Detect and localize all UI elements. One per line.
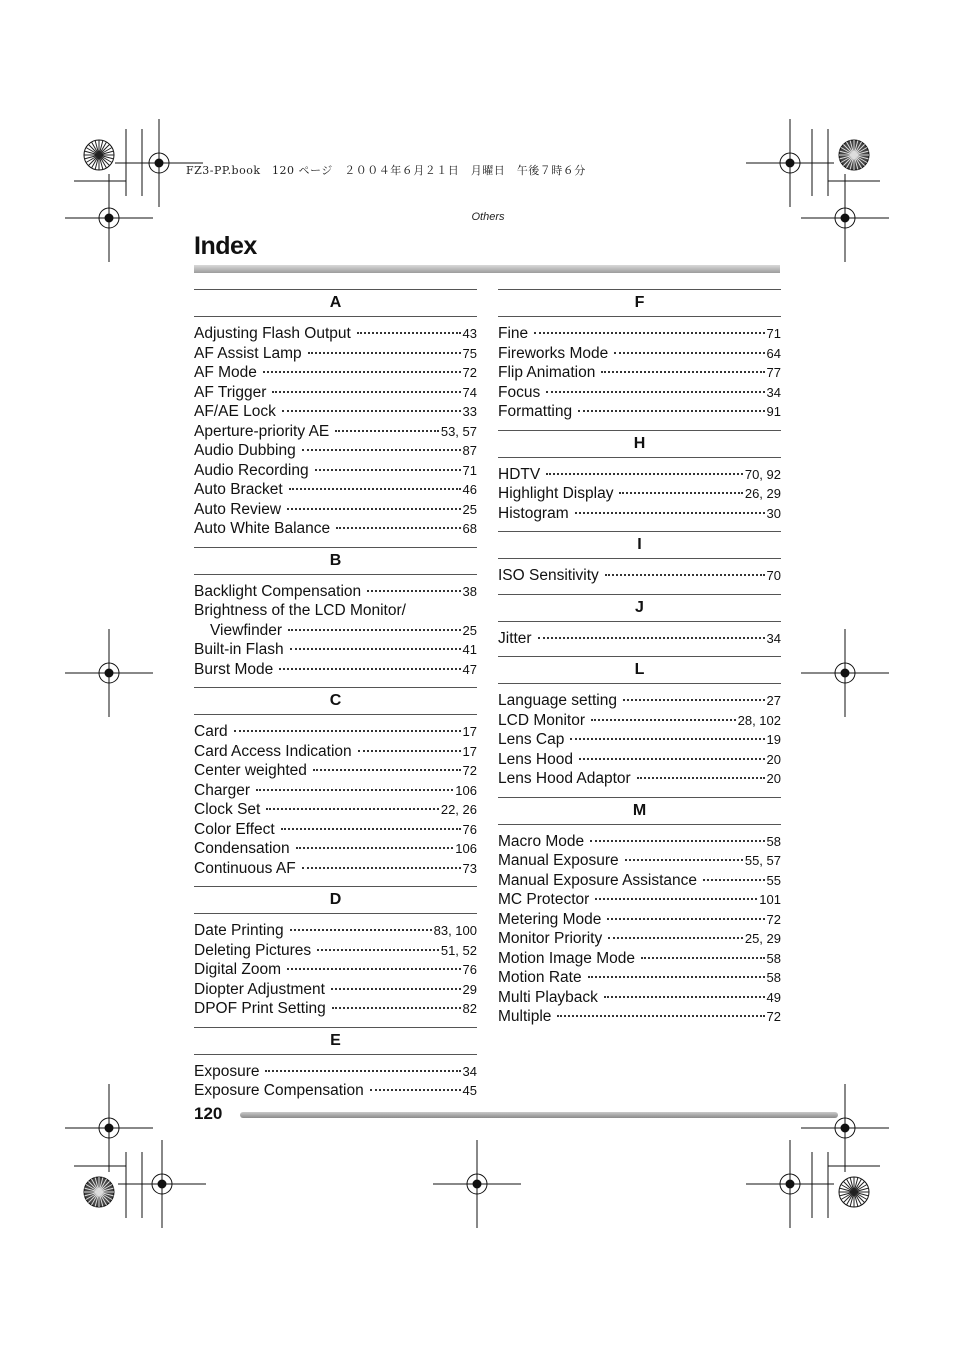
index-section-e xyxy=(194,1027,477,1101)
entry-name: Multiple xyxy=(498,1008,552,1025)
entry-name: Motion Rate xyxy=(498,969,582,986)
index-entry xyxy=(498,566,781,586)
entry-pages: 72 xyxy=(462,763,477,778)
entry-name: Clock Set xyxy=(194,801,261,818)
entry-pages: 58 xyxy=(766,950,781,966)
registration-target-icon xyxy=(84,1177,114,1207)
index-entry xyxy=(498,402,781,422)
entry-pages: 47 xyxy=(462,661,477,677)
index-entry xyxy=(498,910,781,930)
entry-name: Digital Zoom xyxy=(194,961,281,978)
entry-pages: 91 xyxy=(766,404,781,419)
entry-name: MC Protector xyxy=(498,891,590,908)
entry-pages: 46 xyxy=(462,482,477,497)
entry-name: Charger xyxy=(194,781,250,799)
index-section-l xyxy=(498,656,781,789)
registration-crosshair-icon xyxy=(801,1084,889,1172)
entry-name: Date Printing xyxy=(194,922,284,939)
entry-name: Histogram xyxy=(498,504,569,522)
entry-pages: 17 xyxy=(462,743,477,759)
page-title: Index xyxy=(194,232,257,260)
index-entry xyxy=(194,383,477,403)
entry-name: Condensation xyxy=(194,840,290,857)
index-entry xyxy=(498,344,781,364)
dot-leader xyxy=(546,473,743,475)
dot-leader xyxy=(358,750,461,752)
dot-leader xyxy=(272,391,460,393)
index-entry xyxy=(498,929,781,949)
entry-name: Auto Bracket xyxy=(194,481,283,498)
entry-name: Fireworks Mode xyxy=(498,344,609,362)
entry-name: ISO Sensitivity xyxy=(498,567,599,584)
registration-target-icon xyxy=(84,140,114,170)
entry-pages: 49 xyxy=(766,989,781,1005)
entry-name: Continuous AF xyxy=(194,859,296,877)
index-entry xyxy=(498,1007,781,1027)
index-section-h xyxy=(498,430,781,524)
dot-leader xyxy=(578,410,764,412)
entry-name: Burst Mode xyxy=(194,660,274,678)
entry-name: Jitter xyxy=(498,629,532,647)
index-section-m xyxy=(498,797,781,1027)
dot-leader xyxy=(296,847,454,849)
index-section-j xyxy=(498,594,781,649)
entry-name: Fine xyxy=(498,325,529,342)
entry-pages: 55, 57 xyxy=(744,853,781,868)
index-entry-continuation xyxy=(194,621,477,641)
dot-leader xyxy=(234,730,461,732)
index-entry xyxy=(498,504,781,524)
dot-leader xyxy=(637,777,765,779)
entry-pages: 101 xyxy=(759,892,781,907)
entry-name: Focus xyxy=(498,383,541,401)
section-letter: B xyxy=(194,547,477,575)
entry-name: HDTV xyxy=(498,465,541,483)
entry-name: Formatting xyxy=(498,403,573,420)
index-section-d xyxy=(194,886,477,1019)
entry-pages: 87 xyxy=(462,443,477,458)
dot-leader xyxy=(315,469,461,471)
print-header: FZ3-PP.book 120 ページ ２００４年６月２１日 月曜日 午後７時６分 xyxy=(186,164,586,177)
section-letter: E xyxy=(194,1027,477,1055)
entry-name: Manual Exposure Assistance xyxy=(498,871,698,889)
entry-pages: 82 xyxy=(462,1001,477,1016)
dot-leader xyxy=(623,699,765,701)
index-entry xyxy=(498,949,781,969)
index-entry xyxy=(194,761,477,781)
registration-crosshair-icon xyxy=(746,1140,834,1228)
entry-name: Aperture-priority AE xyxy=(194,422,330,440)
index-entry xyxy=(194,999,477,1019)
entry-name: Auto Review xyxy=(194,500,282,518)
dot-leader xyxy=(575,512,765,514)
index-entry xyxy=(194,781,477,801)
section-letter: C xyxy=(194,687,477,715)
dot-leader xyxy=(282,410,461,412)
index-entry xyxy=(498,968,781,988)
index-section-a xyxy=(194,289,477,539)
entry-pages: 76 xyxy=(462,821,477,837)
entry-name: Color Effect xyxy=(194,820,275,838)
entry-name: Macro Mode xyxy=(498,832,585,850)
index-entry xyxy=(498,691,781,711)
index-entry xyxy=(498,890,781,910)
dot-leader xyxy=(281,828,461,830)
entry-pages: 71 xyxy=(462,462,477,478)
section-letter: A xyxy=(194,289,477,317)
dot-leader xyxy=(332,1007,461,1009)
registration-crosshair-icon xyxy=(118,1140,206,1228)
entry-name: Metering Mode xyxy=(498,910,602,928)
dot-leader xyxy=(591,719,736,721)
entry-pages: 34 xyxy=(766,630,781,646)
entry-pages: 27 xyxy=(766,693,781,708)
index-entry xyxy=(194,839,477,859)
entry-pages: 106 xyxy=(455,782,477,798)
dot-leader xyxy=(703,879,765,881)
dot-leader xyxy=(546,391,764,393)
entry-name: AF Trigger xyxy=(194,383,267,401)
registration-crosshair-icon xyxy=(433,1140,521,1228)
entry-pages: 51, 52 xyxy=(440,942,477,958)
entry-pages: 73 xyxy=(462,860,477,876)
index-entry xyxy=(194,921,477,941)
entry-pages: 17 xyxy=(462,724,477,739)
entry-pages: 106 xyxy=(455,841,477,856)
entry-name: Lens Hood Adaptor xyxy=(498,770,631,787)
index-entry xyxy=(194,1062,477,1082)
index-entry xyxy=(194,422,477,442)
dot-leader xyxy=(290,648,461,650)
dot-leader xyxy=(588,976,765,978)
entry-name: Exposure xyxy=(194,1062,260,1080)
entry-pages: 26, 29 xyxy=(744,486,781,501)
index-entry xyxy=(194,601,477,621)
entry-name: AF Assist Lamp xyxy=(194,344,302,362)
index-entry xyxy=(194,800,477,820)
index-entry xyxy=(498,324,781,344)
entry-name: Card Access Indication xyxy=(194,742,352,760)
dot-leader xyxy=(595,898,757,900)
index-entry xyxy=(498,730,781,750)
index-entry xyxy=(194,441,477,461)
entry-pages: 70 xyxy=(766,568,781,583)
entry-name: Motion Image Mode xyxy=(498,949,635,967)
index-section-b xyxy=(194,547,477,680)
section-letter: J xyxy=(498,594,781,622)
dot-leader xyxy=(614,352,764,354)
entry-name: Audio Recording xyxy=(194,461,309,479)
entry-name: Adjusting Flash Output xyxy=(194,325,351,342)
index-entry xyxy=(194,344,477,364)
dot-leader xyxy=(607,918,764,920)
entry-name: Lens Cap xyxy=(498,731,565,748)
dot-leader xyxy=(579,758,765,760)
index-entry xyxy=(498,988,781,1008)
entry-name: Lens Hood xyxy=(498,750,573,768)
entry-name: Exposure Compensation xyxy=(194,1082,364,1099)
section-letter: F xyxy=(498,289,781,317)
index-entry xyxy=(498,629,781,649)
dot-leader xyxy=(265,1070,460,1072)
dot-leader xyxy=(263,371,461,373)
dot-leader xyxy=(290,929,432,931)
entry-pages: 38 xyxy=(462,583,477,599)
section-letter: D xyxy=(194,886,477,914)
entry-name: Built-in Flash xyxy=(194,641,284,658)
index-entry xyxy=(498,383,781,403)
registration-target-icon xyxy=(839,140,869,170)
dot-leader xyxy=(287,968,461,970)
dot-leader xyxy=(608,937,743,939)
index-entry xyxy=(194,859,477,879)
entry-name: Monitor Priority xyxy=(498,930,603,947)
index-entry xyxy=(194,820,477,840)
entry-name: DPOF Print Setting xyxy=(194,1000,326,1017)
section-letter: L xyxy=(498,656,781,684)
entry-name: AF Mode xyxy=(194,364,257,381)
index-entry xyxy=(498,750,781,770)
entry-pages: 25 xyxy=(462,501,477,517)
index-entry xyxy=(194,960,477,980)
entry-name: Auto White Balance xyxy=(194,520,331,537)
index-section-i xyxy=(498,531,781,586)
index-section-f xyxy=(498,289,781,422)
dot-leader xyxy=(289,488,461,490)
index-entry xyxy=(194,480,477,500)
dot-leader xyxy=(538,637,765,639)
dot-leader xyxy=(601,371,764,373)
dot-leader xyxy=(308,352,461,354)
dot-leader xyxy=(604,996,765,998)
dot-leader xyxy=(335,430,439,432)
registration-crosshair-icon xyxy=(801,629,889,717)
entry-pages: 68 xyxy=(462,521,477,536)
entry-pages: 43 xyxy=(462,326,477,341)
entry-pages: 58 xyxy=(766,970,781,985)
entry-name: Deleting Pictures xyxy=(194,941,312,959)
index-entry xyxy=(194,461,477,481)
dot-leader xyxy=(279,668,460,670)
index-entry xyxy=(194,640,477,660)
entry-pages: 29 xyxy=(462,981,477,997)
entry-name: Manual Exposure xyxy=(498,852,619,869)
entry-pages: 64 xyxy=(766,345,781,361)
entry-pages: 34 xyxy=(766,384,781,400)
index-entry xyxy=(498,871,781,891)
dot-leader xyxy=(287,508,461,510)
index-entry xyxy=(498,832,781,852)
dot-leader xyxy=(534,332,764,334)
dot-leader xyxy=(619,492,742,494)
entry-pages: 19 xyxy=(766,732,781,747)
index-entry xyxy=(194,941,477,961)
entry-pages: 25 xyxy=(462,622,477,638)
entry-pages: 53, 57 xyxy=(440,423,477,439)
dot-leader xyxy=(625,859,743,861)
entry-pages: 55 xyxy=(766,872,781,888)
entry-pages: 72 xyxy=(766,911,781,927)
registration-crosshair-icon xyxy=(65,1084,153,1172)
section-letter: M xyxy=(498,797,781,825)
index-entry xyxy=(498,465,781,485)
section-letter: I xyxy=(498,531,781,559)
index-entry xyxy=(498,711,781,731)
index-entry xyxy=(194,980,477,1000)
dot-leader xyxy=(313,769,461,771)
entry-pages: 74 xyxy=(462,384,477,400)
index-entry xyxy=(194,363,477,383)
section-label: Others xyxy=(471,211,505,223)
registration-crosshair-icon xyxy=(746,119,834,207)
page-number: 120 xyxy=(194,1104,223,1123)
dot-leader xyxy=(302,867,461,869)
registration-crosshair-icon xyxy=(65,629,153,717)
entry-name: Diopter Adjustment xyxy=(194,980,325,998)
entry-pages: 41 xyxy=(462,642,477,657)
entry-name: Language setting xyxy=(498,692,617,709)
dot-leader xyxy=(370,1089,461,1091)
title-rule xyxy=(194,265,780,273)
entry-pages: 70, 92 xyxy=(744,466,781,482)
entry-name: Highlight Display xyxy=(498,485,614,502)
entry-name: Brightness of the LCD Monitor/ xyxy=(194,602,406,619)
entry-pages: 72 xyxy=(766,1009,781,1024)
index-entry xyxy=(194,1081,477,1101)
dot-leader xyxy=(331,988,461,990)
entry-name: Flip Animation xyxy=(498,364,596,381)
index-entry xyxy=(194,660,477,680)
dot-leader xyxy=(357,332,461,334)
index-entry xyxy=(498,769,781,789)
footer-rule xyxy=(240,1112,838,1118)
entry-name: Audio Dubbing xyxy=(194,442,296,459)
dot-leader xyxy=(336,527,460,529)
section-letter: H xyxy=(498,430,781,458)
dot-leader xyxy=(288,629,460,631)
entry-name: Center weighted xyxy=(194,762,307,779)
dot-leader xyxy=(590,840,764,842)
entry-name: AF/AE Lock xyxy=(194,403,276,420)
dot-leader xyxy=(641,957,765,959)
dot-leader xyxy=(367,590,460,592)
entry-pages: 77 xyxy=(766,365,781,380)
entry-pages: 83, 100 xyxy=(433,923,477,938)
dot-leader xyxy=(266,808,439,810)
index-entry xyxy=(194,582,477,602)
index-entry xyxy=(498,484,781,504)
dot-leader xyxy=(557,1015,764,1017)
index-entry xyxy=(194,722,477,742)
index-column-left xyxy=(194,289,477,1109)
entry-pages: 71 xyxy=(766,326,781,341)
entry-name: Backlight Compensation xyxy=(194,582,362,600)
entry-name: Viewfinder xyxy=(210,621,283,639)
index-entry xyxy=(194,519,477,539)
index-entry xyxy=(498,363,781,383)
dot-leader xyxy=(302,449,461,451)
entry-pages: 20 xyxy=(766,751,781,767)
entry-pages: 30 xyxy=(766,505,781,521)
entry-name: LCD Monitor xyxy=(498,711,585,729)
entry-pages: 58 xyxy=(766,833,781,849)
index-column-right xyxy=(498,289,781,1035)
entry-pages: 76 xyxy=(462,962,477,977)
entry-pages: 33 xyxy=(462,404,477,419)
entry-name: Multi Playback xyxy=(498,988,598,1006)
index-section-c xyxy=(194,687,477,878)
index-entry xyxy=(194,500,477,520)
dot-leader xyxy=(317,949,439,951)
entry-pages: 34 xyxy=(462,1063,477,1079)
dot-leader xyxy=(570,738,764,740)
entry-pages: 72 xyxy=(462,365,477,380)
index-entry xyxy=(194,324,477,344)
dot-leader xyxy=(256,789,453,791)
entry-pages: 22, 26 xyxy=(440,802,477,817)
index-entry xyxy=(194,742,477,762)
entry-pages: 28, 102 xyxy=(737,712,781,728)
entry-pages: 25, 29 xyxy=(744,931,781,946)
entry-pages: 20 xyxy=(766,771,781,786)
entry-pages: 75 xyxy=(462,345,477,361)
index-entry xyxy=(194,402,477,422)
index-entry xyxy=(498,851,781,871)
registration-target-icon xyxy=(839,1177,869,1207)
entry-name: Card xyxy=(194,723,228,740)
entry-pages: 45 xyxy=(462,1083,477,1098)
dot-leader xyxy=(605,574,765,576)
